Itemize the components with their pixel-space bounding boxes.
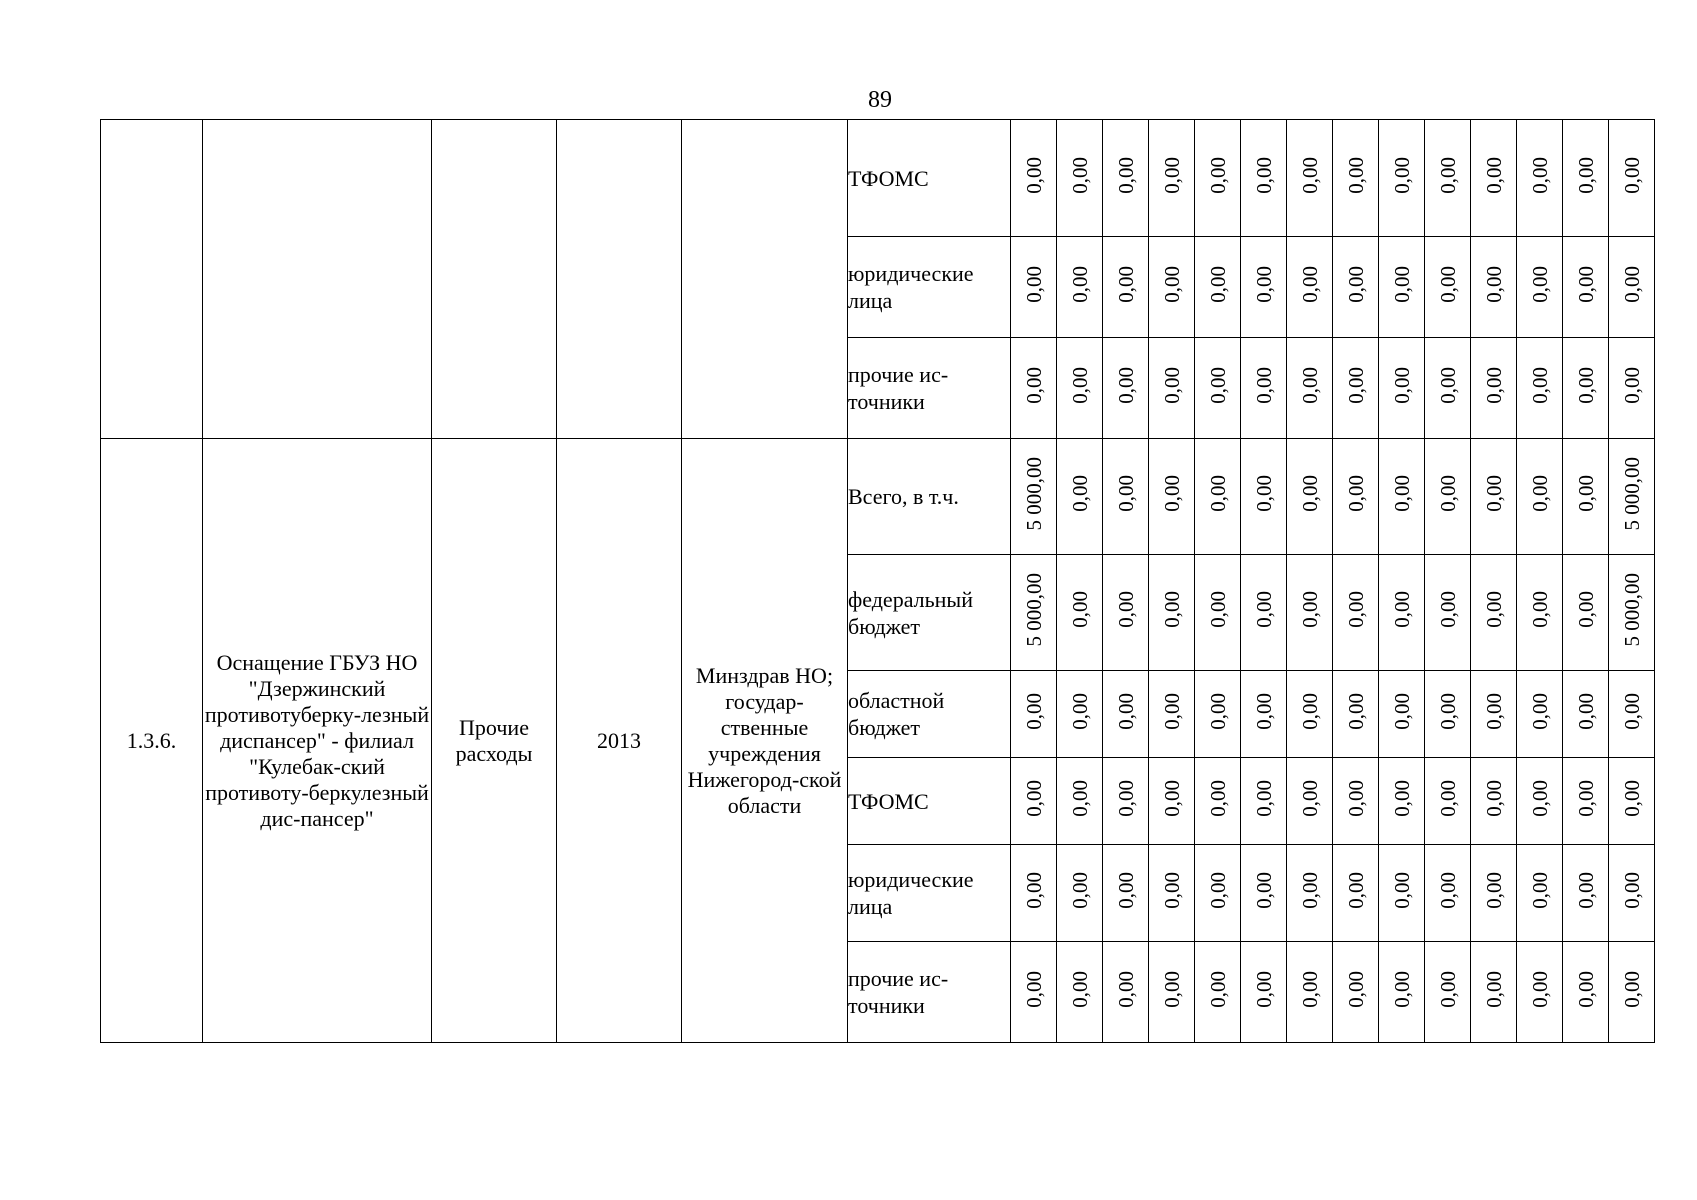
value-cell xyxy=(1057,237,1103,338)
value-text: 0,00 xyxy=(1159,265,1184,303)
value-text: 0,00 xyxy=(1573,871,1598,909)
value-text: 0,00 xyxy=(1159,156,1184,194)
value-cell xyxy=(1195,120,1241,237)
value-text: 0,00 xyxy=(1435,591,1460,628)
value-text: 0,00 xyxy=(1573,779,1598,817)
value-cell xyxy=(1517,555,1563,671)
value-cell xyxy=(1011,338,1057,439)
value-text: 0,00 xyxy=(1205,156,1230,194)
value-text: 0,00 xyxy=(1205,970,1230,1008)
value-cell xyxy=(1517,338,1563,439)
value-cell xyxy=(1287,845,1333,942)
value-cell xyxy=(1149,439,1195,555)
value-cell xyxy=(1333,845,1379,942)
value-text: 0,00 xyxy=(1573,156,1598,194)
value-cell xyxy=(1379,120,1425,237)
value-text: 0,00 xyxy=(1021,871,1046,909)
value-text: 0,00 xyxy=(1527,156,1552,194)
value-text: 0,00 xyxy=(1435,156,1460,194)
value-cell xyxy=(1471,758,1517,845)
funding-source: прочие ис-точники xyxy=(848,338,1011,439)
value-cell xyxy=(1563,237,1609,338)
value-text: 0,00 xyxy=(1205,265,1230,303)
value-text: 0,00 xyxy=(1619,366,1644,404)
value-text: 0,00 xyxy=(1343,779,1368,817)
value-cell xyxy=(1471,555,1517,671)
value-cell xyxy=(1379,338,1425,439)
item-number-cell xyxy=(101,120,203,439)
value-text: 0,00 xyxy=(1159,970,1184,1008)
value-cell xyxy=(1195,338,1241,439)
value-text: 0,00 xyxy=(1297,970,1322,1008)
value-cell xyxy=(1149,942,1195,1043)
item-name-cell xyxy=(203,439,432,1043)
value-cell xyxy=(1471,845,1517,942)
value-text: 0,00 xyxy=(1159,475,1184,512)
value-cell xyxy=(1425,439,1471,555)
item-name: Оснащение ГБУЗ НО "Дзержинский противотуберку-лезный диспансер" - филиал "Кулебак-ский противоту-беркулезный дис-пансер" xyxy=(204,649,430,831)
value-cell xyxy=(1609,845,1655,942)
value-cell xyxy=(1517,845,1563,942)
value-text: 0,00 xyxy=(1389,970,1414,1008)
value-text: 0,00 xyxy=(1205,871,1230,909)
value-cell xyxy=(1103,120,1149,237)
value-cell xyxy=(1011,237,1057,338)
value-text: 0,00 xyxy=(1297,871,1322,909)
value-cell xyxy=(1425,237,1471,338)
value-text: 0,00 xyxy=(1159,692,1184,730)
value-text: 0,00 xyxy=(1205,591,1230,628)
value-cell xyxy=(1241,555,1287,671)
value-text: 0,00 xyxy=(1481,779,1506,817)
value-text: 0,00 xyxy=(1389,871,1414,909)
value-cell xyxy=(1517,120,1563,237)
expense-type: Прочие расходы xyxy=(455,714,533,766)
value-cell xyxy=(1517,237,1563,338)
value-cell xyxy=(1149,120,1195,237)
value-cell xyxy=(1103,439,1149,555)
value-text: 0,00 xyxy=(1251,591,1276,628)
value-text: 5 000,00 xyxy=(1021,456,1046,531)
item-number-cell xyxy=(101,439,203,1043)
value-cell xyxy=(1103,671,1149,758)
value-text: 0,00 xyxy=(1435,265,1460,303)
value-text: 0,00 xyxy=(1159,366,1184,404)
item-number: 1.3.6. xyxy=(126,727,177,753)
value-cell xyxy=(1287,439,1333,555)
value-text: 0,00 xyxy=(1159,591,1184,628)
value-cell xyxy=(1609,338,1655,439)
value-text: 0,00 xyxy=(1527,970,1552,1008)
value-cell xyxy=(1333,120,1379,237)
value-cell xyxy=(1425,942,1471,1043)
value-cell xyxy=(1425,671,1471,758)
item-year: 2013 xyxy=(597,727,641,753)
value-cell xyxy=(1609,671,1655,758)
value-cell xyxy=(1379,845,1425,942)
value-cell xyxy=(1103,758,1149,845)
value-text: 0,00 xyxy=(1389,156,1414,194)
executor-cell xyxy=(682,120,848,439)
value-text: 0,00 xyxy=(1067,156,1092,194)
value-cell xyxy=(1195,942,1241,1043)
table-row xyxy=(101,439,1655,555)
item-name-cell xyxy=(203,120,432,439)
value-text: 0,00 xyxy=(1113,779,1138,817)
value-text: 0,00 xyxy=(1067,265,1092,303)
value-cell xyxy=(1333,758,1379,845)
value-cell xyxy=(1149,237,1195,338)
value-text: 0,00 xyxy=(1113,265,1138,303)
value-cell xyxy=(1517,671,1563,758)
value-cell xyxy=(1287,338,1333,439)
value-cell xyxy=(1609,555,1655,671)
table-row xyxy=(101,120,1655,237)
value-cell xyxy=(1103,338,1149,439)
value-cell xyxy=(1241,845,1287,942)
value-text: 0,00 xyxy=(1481,970,1506,1008)
value-cell xyxy=(1517,758,1563,845)
value-text: 0,00 xyxy=(1297,156,1322,194)
value-cell xyxy=(1241,439,1287,555)
value-text: 0,00 xyxy=(1067,779,1092,817)
value-text: 0,00 xyxy=(1297,779,1322,817)
value-cell xyxy=(1425,845,1471,942)
value-text: 0,00 xyxy=(1435,475,1460,512)
value-cell xyxy=(1287,120,1333,237)
item-year-cell xyxy=(557,439,682,1043)
value-text: 0,00 xyxy=(1481,265,1506,303)
value-cell xyxy=(1563,671,1609,758)
page-number: 89 xyxy=(868,87,892,113)
value-cell xyxy=(1241,237,1287,338)
value-text: 0,00 xyxy=(1021,366,1046,404)
value-cell xyxy=(1563,555,1609,671)
value-text: 0,00 xyxy=(1159,871,1184,909)
value-cell xyxy=(1471,671,1517,758)
value-cell xyxy=(1609,758,1655,845)
value-text: 0,00 xyxy=(1435,692,1460,730)
value-text: 0,00 xyxy=(1619,156,1644,194)
value-cell xyxy=(1425,120,1471,237)
value-cell xyxy=(1609,439,1655,555)
value-cell xyxy=(1011,758,1057,845)
value-text: 0,00 xyxy=(1573,475,1598,512)
value-cell xyxy=(1287,942,1333,1043)
value-cell xyxy=(1241,758,1287,845)
value-cell xyxy=(1057,942,1103,1043)
value-cell xyxy=(1057,758,1103,845)
value-text: 0,00 xyxy=(1481,871,1506,909)
funding-source: юридические лица xyxy=(848,845,1011,942)
funding-source: юридические лица xyxy=(848,237,1011,338)
value-cell xyxy=(1149,758,1195,845)
funding-source: ТФОМС xyxy=(848,758,1011,845)
value-text: 0,00 xyxy=(1251,366,1276,404)
value-text: 0,00 xyxy=(1067,475,1092,512)
value-cell xyxy=(1195,671,1241,758)
value-text: 0,00 xyxy=(1573,591,1598,628)
value-text: 0,00 xyxy=(1067,591,1092,628)
value-text: 0,00 xyxy=(1251,692,1276,730)
value-cell xyxy=(1103,555,1149,671)
value-cell xyxy=(1563,758,1609,845)
value-cell xyxy=(1471,942,1517,1043)
value-cell xyxy=(1057,120,1103,237)
value-text: 0,00 xyxy=(1343,156,1368,194)
value-cell xyxy=(1379,942,1425,1043)
value-cell xyxy=(1471,237,1517,338)
value-text: 0,00 xyxy=(1067,871,1092,909)
value-cell xyxy=(1195,237,1241,338)
value-cell xyxy=(1057,845,1103,942)
value-text: 0,00 xyxy=(1527,591,1552,628)
value-text: 0,00 xyxy=(1021,970,1046,1008)
value-cell xyxy=(1563,942,1609,1043)
value-text: 0,00 xyxy=(1205,779,1230,817)
value-text: 0,00 xyxy=(1067,970,1092,1008)
value-text: 0,00 xyxy=(1389,591,1414,628)
value-text: 0,00 xyxy=(1343,970,1368,1008)
value-text: 5 000,00 xyxy=(1619,456,1644,531)
value-cell xyxy=(1379,237,1425,338)
funding-source: ТФОМС xyxy=(848,120,1011,237)
value-cell xyxy=(1333,671,1379,758)
value-cell xyxy=(1563,120,1609,237)
value-text: 0,00 xyxy=(1527,366,1552,404)
value-cell xyxy=(1195,439,1241,555)
value-text: 0,00 xyxy=(1343,871,1368,909)
value-cell xyxy=(1241,671,1287,758)
value-cell xyxy=(1103,845,1149,942)
funding-source: Всего, в т.ч. xyxy=(848,439,1011,555)
value-text: 0,00 xyxy=(1435,871,1460,909)
value-cell xyxy=(1149,845,1195,942)
executor-cell xyxy=(682,439,848,1043)
value-text: 0,00 xyxy=(1573,366,1598,404)
value-cell xyxy=(1057,439,1103,555)
value-cell xyxy=(1609,120,1655,237)
value-cell xyxy=(1609,942,1655,1043)
value-text: 0,00 xyxy=(1113,871,1138,909)
expense-type-cell xyxy=(432,120,557,439)
value-cell xyxy=(1517,942,1563,1043)
value-text: 0,00 xyxy=(1619,970,1644,1008)
value-text: 0,00 xyxy=(1527,265,1552,303)
value-cell xyxy=(1333,338,1379,439)
value-cell xyxy=(1241,338,1287,439)
value-text: 0,00 xyxy=(1067,366,1092,404)
value-cell xyxy=(1241,120,1287,237)
value-cell xyxy=(1011,845,1057,942)
value-text: 0,00 xyxy=(1389,366,1414,404)
value-cell xyxy=(1287,671,1333,758)
funding-source: областной бюджет xyxy=(848,671,1011,758)
value-cell xyxy=(1149,338,1195,439)
value-cell xyxy=(1011,942,1057,1043)
value-cell xyxy=(1333,555,1379,671)
value-text: 0,00 xyxy=(1297,692,1322,730)
value-text: 0,00 xyxy=(1297,475,1322,512)
value-cell xyxy=(1241,942,1287,1043)
value-text: 0,00 xyxy=(1251,970,1276,1008)
value-cell xyxy=(1563,439,1609,555)
value-text: 0,00 xyxy=(1389,475,1414,512)
value-text: 0,00 xyxy=(1619,871,1644,909)
value-text: 0,00 xyxy=(1113,366,1138,404)
value-cell xyxy=(1149,555,1195,671)
value-text: 0,00 xyxy=(1021,265,1046,303)
value-cell xyxy=(1103,942,1149,1043)
value-text: 0,00 xyxy=(1435,970,1460,1008)
value-text: 0,00 xyxy=(1343,366,1368,404)
funding-source: федеральный бюджет xyxy=(848,555,1011,671)
value-text: 0,00 xyxy=(1481,692,1506,730)
value-text: 0,00 xyxy=(1251,779,1276,817)
value-cell xyxy=(1287,758,1333,845)
value-cell xyxy=(1563,845,1609,942)
value-cell xyxy=(1057,338,1103,439)
value-cell xyxy=(1425,758,1471,845)
expense-type-cell xyxy=(432,439,557,1043)
value-text: 0,00 xyxy=(1481,366,1506,404)
value-cell xyxy=(1517,439,1563,555)
value-cell xyxy=(1379,555,1425,671)
value-cell xyxy=(1011,555,1057,671)
value-text: 0,00 xyxy=(1067,692,1092,730)
value-text: 0,00 xyxy=(1435,779,1460,817)
value-text: 0,00 xyxy=(1251,871,1276,909)
value-text: 0,00 xyxy=(1343,692,1368,730)
value-cell xyxy=(1379,671,1425,758)
value-text: 0,00 xyxy=(1251,265,1276,303)
value-text: 0,00 xyxy=(1573,265,1598,303)
value-cell xyxy=(1333,439,1379,555)
executor: Минздрав НО; государ-ственные учреждения Нижегород-ской области xyxy=(687,662,842,818)
value-cell xyxy=(1425,555,1471,671)
budget-table-body xyxy=(101,120,1655,1043)
value-text: 0,00 xyxy=(1159,779,1184,817)
value-cell xyxy=(1379,439,1425,555)
value-cell xyxy=(1609,237,1655,338)
value-cell xyxy=(1103,237,1149,338)
value-cell xyxy=(1011,120,1057,237)
value-cell xyxy=(1379,758,1425,845)
value-cell xyxy=(1471,120,1517,237)
value-text: 0,00 xyxy=(1481,591,1506,628)
value-text: 0,00 xyxy=(1573,970,1598,1008)
value-text: 0,00 xyxy=(1297,366,1322,404)
value-text: 0,00 xyxy=(1021,692,1046,730)
value-cell xyxy=(1057,671,1103,758)
value-cell xyxy=(1563,338,1609,439)
value-text: 0,00 xyxy=(1251,475,1276,512)
value-text: 0,00 xyxy=(1205,366,1230,404)
value-text: 0,00 xyxy=(1389,779,1414,817)
value-text: 0,00 xyxy=(1297,591,1322,628)
value-text: 0,00 xyxy=(1619,692,1644,730)
value-cell xyxy=(1471,439,1517,555)
budget-table xyxy=(100,119,1655,1043)
value-cell xyxy=(1333,237,1379,338)
value-cell xyxy=(1333,942,1379,1043)
item-year-cell xyxy=(557,120,682,439)
value-text: 0,00 xyxy=(1619,265,1644,303)
value-text: 0,00 xyxy=(1435,366,1460,404)
value-cell xyxy=(1471,338,1517,439)
value-cell xyxy=(1425,338,1471,439)
value-text: 0,00 xyxy=(1113,156,1138,194)
value-cell xyxy=(1011,439,1057,555)
value-text: 0,00 xyxy=(1481,475,1506,512)
value-text: 0,00 xyxy=(1343,475,1368,512)
value-text: 0,00 xyxy=(1205,692,1230,730)
value-text: 0,00 xyxy=(1573,692,1598,730)
funding-source: прочие ис-точники xyxy=(848,942,1011,1043)
value-text: 0,00 xyxy=(1113,475,1138,512)
value-cell xyxy=(1195,555,1241,671)
value-cell xyxy=(1057,555,1103,671)
value-cell xyxy=(1195,758,1241,845)
value-text: 0,00 xyxy=(1021,779,1046,817)
value-text: 0,00 xyxy=(1343,265,1368,303)
value-cell xyxy=(1149,671,1195,758)
value-text: 5 000,00 xyxy=(1619,572,1644,647)
value-text: 0,00 xyxy=(1343,591,1368,628)
value-text: 5 000,00 xyxy=(1021,572,1046,647)
value-text: 0,00 xyxy=(1021,156,1046,194)
value-text: 0,00 xyxy=(1481,156,1506,194)
value-text: 0,00 xyxy=(1389,265,1414,303)
value-text: 0,00 xyxy=(1113,692,1138,730)
value-text: 0,00 xyxy=(1113,970,1138,1008)
value-text: 0,00 xyxy=(1527,871,1552,909)
value-cell xyxy=(1287,237,1333,338)
value-text: 0,00 xyxy=(1527,692,1552,730)
value-cell xyxy=(1011,671,1057,758)
value-text: 0,00 xyxy=(1619,779,1644,817)
value-cell xyxy=(1287,555,1333,671)
value-text: 0,00 xyxy=(1297,265,1322,303)
value-cell xyxy=(1195,845,1241,942)
value-text: 0,00 xyxy=(1389,692,1414,730)
value-text: 0,00 xyxy=(1527,475,1552,512)
value-text: 0,00 xyxy=(1527,779,1552,817)
value-text: 0,00 xyxy=(1113,591,1138,628)
value-text: 0,00 xyxy=(1251,156,1276,194)
value-text: 0,00 xyxy=(1205,475,1230,512)
